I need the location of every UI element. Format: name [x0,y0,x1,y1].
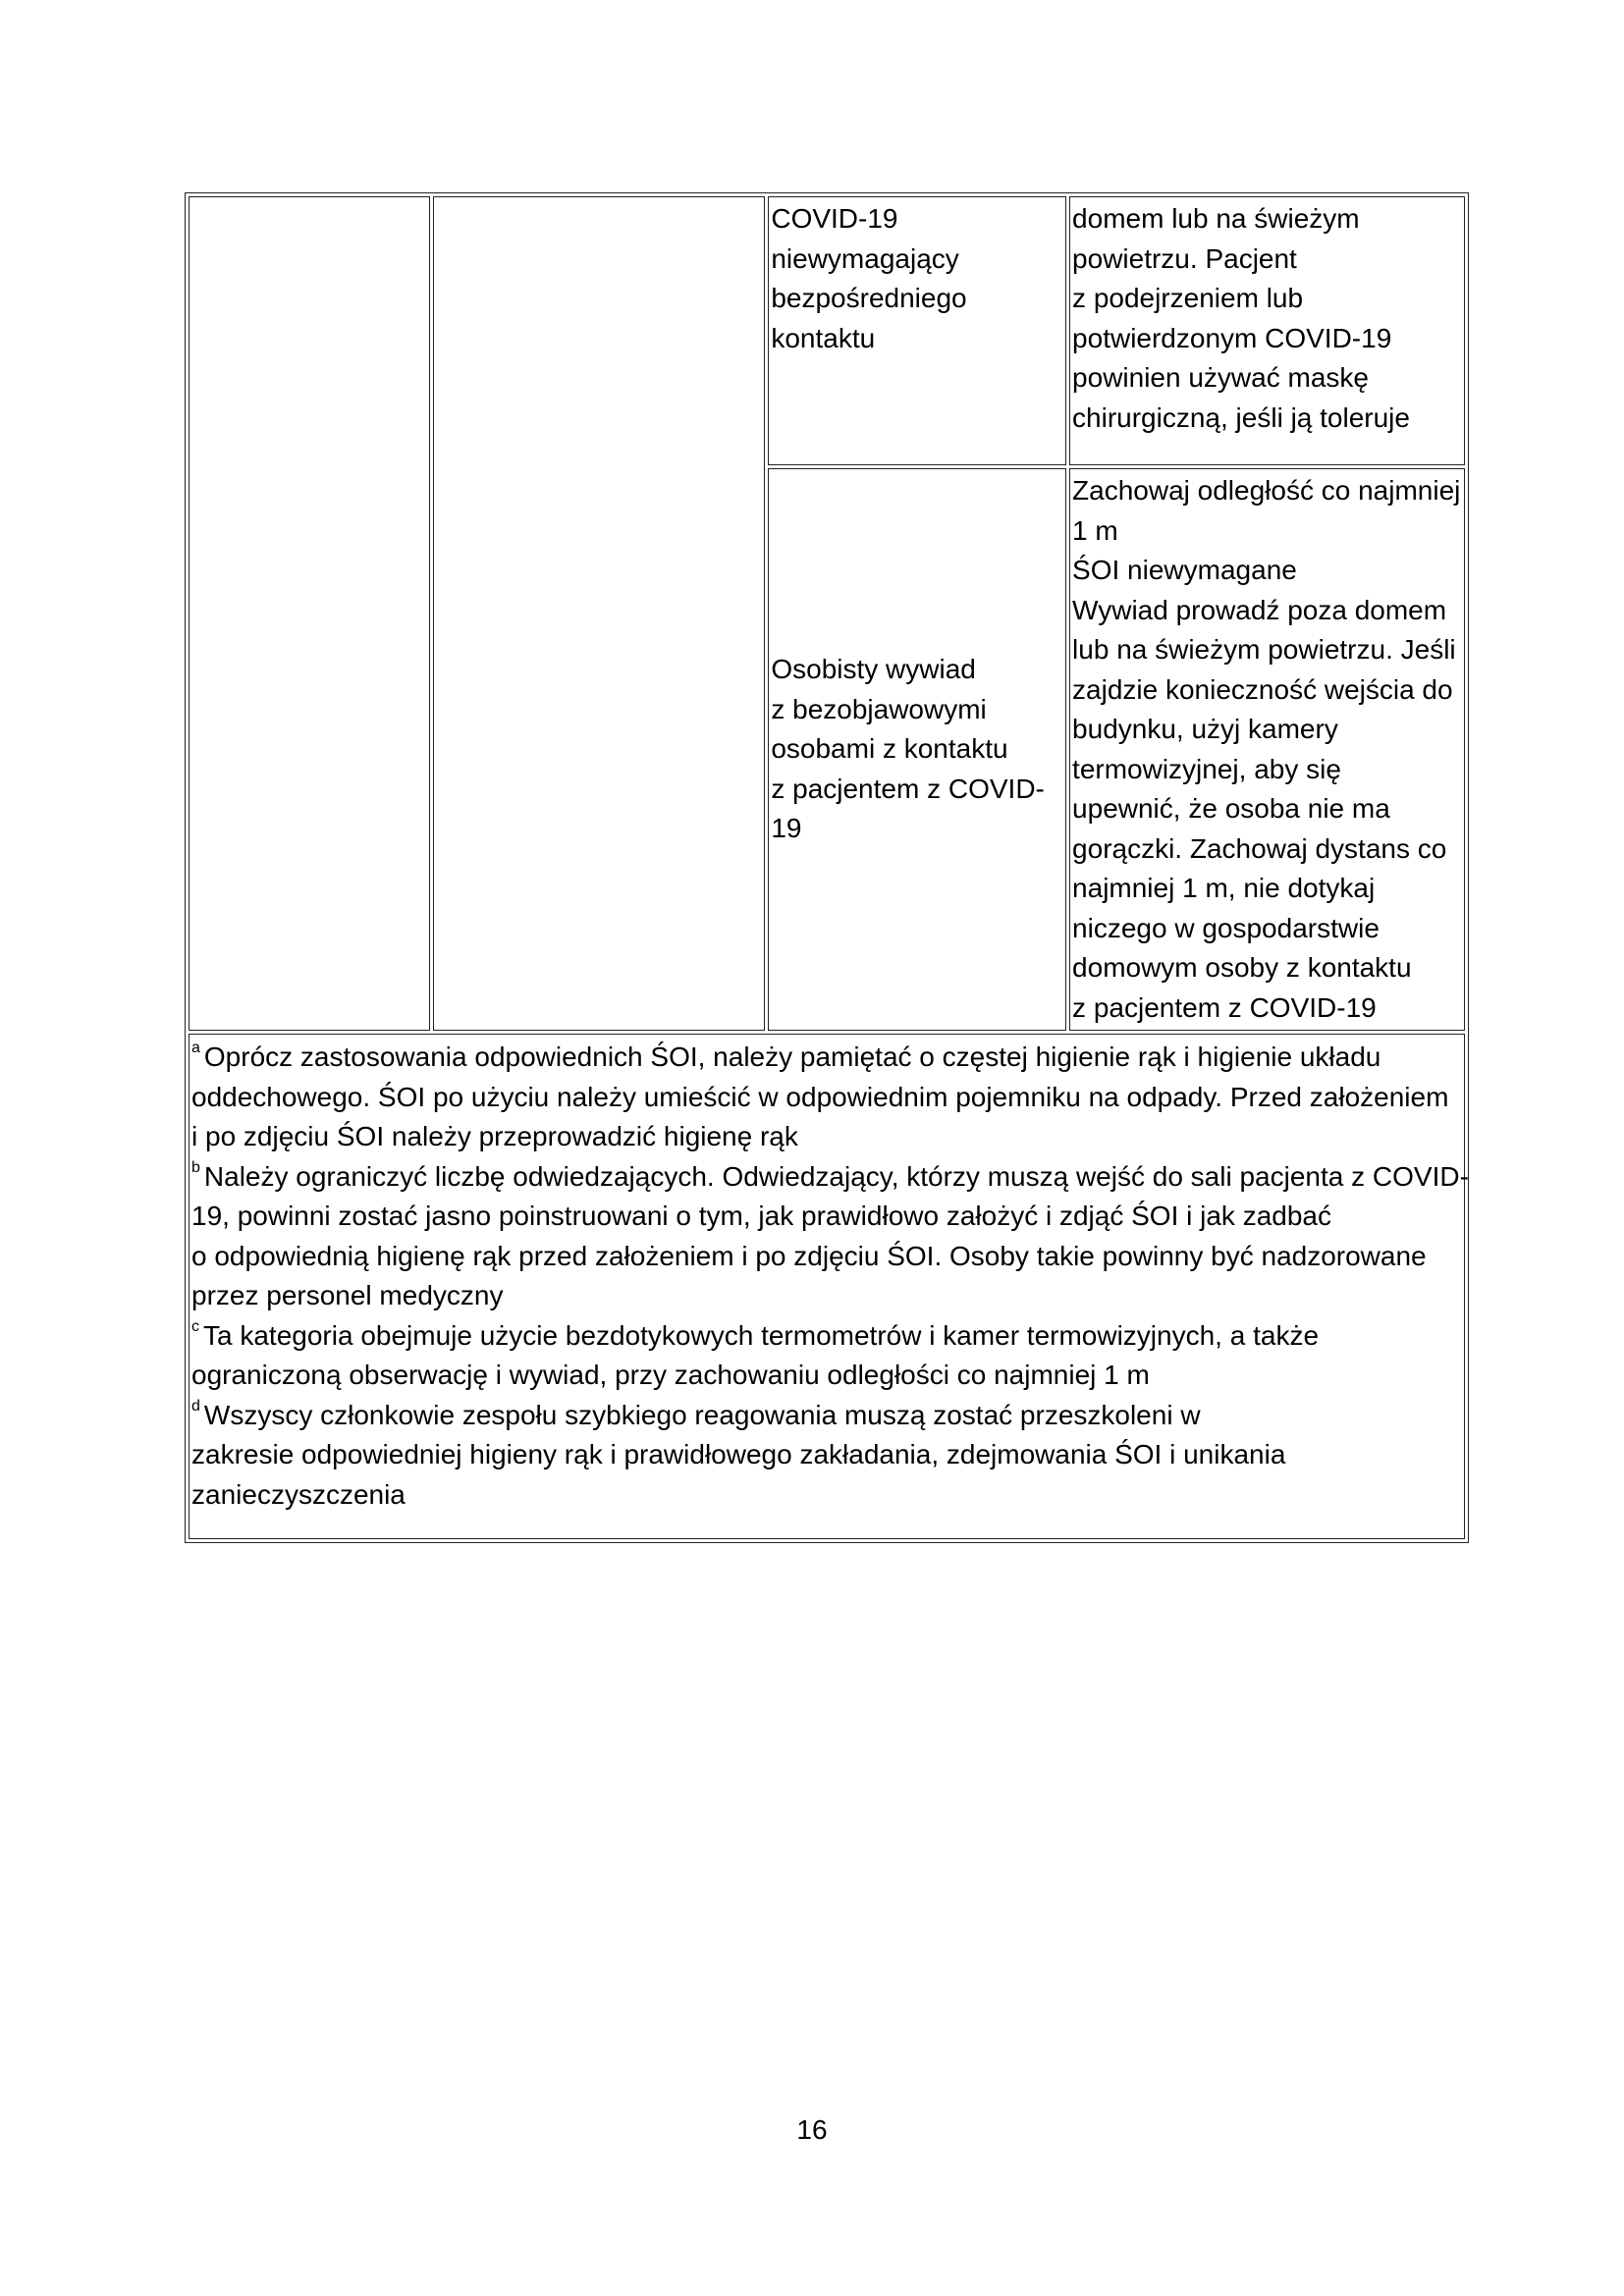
recommendation-cell [1069,468,1465,1031]
footnote-line: 19, powinni zostać jasno poinstruowani o tym, jak prawidłowo założyć i zdjąć ŚOI i jak zadbać [191,1201,1332,1231]
recommendation-line: upewnić, że osoba nie ma [1072,793,1390,824]
footnote-line: i po zdjęciu ŚOI należy przeprowadzić higienę rąk [191,1121,798,1151]
recommendation-cell [1069,196,1465,465]
footnote-line: zanieczyszczenia [191,1478,406,1510]
target-personnel-cell [433,196,766,1031]
recommendation-line: powinien używać maskę [1072,362,1369,393]
footnote-line: zakresie odpowiedniej higieny rąk i prawidłowego zakładania, zdejmowania ŚOI i unikania [191,1439,1286,1469]
footnotes-row [189,1034,1465,1539]
recommendation-line: z podejrzeniem lub [1072,283,1304,313]
recommendation-line: z pacjentem z COVID-19 [1072,991,1377,1023]
activity-line: z pacjentem z COVID- [771,773,1045,804]
recommendation-line: Wywiad prowadź poza domem [1072,594,1447,625]
table-row [189,196,1465,465]
recommendation-line: lub na świeżym powietrzu. Jeśli [1072,634,1456,665]
recommendation-line: najmniej 1 m, nie dotykaj [1072,873,1376,903]
footnote-b [191,1157,1469,1316]
recommendation-line: 1 m [1072,514,1118,546]
activity-line: niewymagający [771,242,959,274]
footnote-line: przez personel medyczny [191,1280,504,1310]
activity-line: kontaktu [771,322,876,353]
activity-line: COVID-19 [771,203,898,234]
recommendation-line: zajdzie konieczność wejścia do [1072,673,1453,705]
activity-line: z bezobjawowymi [771,693,987,724]
footnote-line: Wszyscy członkowie zespołu szybkiego reagowania muszą zostać przeszkoleni w [203,1399,1201,1430]
activity-cell [768,468,1066,1031]
footnotes-cell [189,1034,1469,1539]
recommendation-line: domem lub na świeżym [1072,203,1360,234]
footnote-line: Ta kategoria obejmuje użycie bezdotykowych termometrów i kamer termowizyjnych, a także [203,1319,1320,1351]
recommendation-line: chirurgiczną, jeśli ją toleruje [1072,401,1410,433]
footnote-d [191,1396,1462,1516]
footnote-line: Oprócz zastosowania odpowiednich ŚOI, należy pamiętać o częstej higienie rąk i higienie układu [203,1041,1381,1072]
footnote-marker: d [191,1397,200,1415]
footnote-c [191,1316,1462,1396]
activity-line: 19 [771,813,802,844]
recommendation-line: potwierdzonym COVID-19 [1072,322,1392,353]
recommendation-line: powietrzu. Pacjent [1072,242,1297,274]
activity-line: Osobisty wywiad [771,654,976,685]
setting-cell [189,196,430,1031]
recommendation-line: domowym osoby z kontaktu [1072,952,1412,983]
footnote-line: ograniczoną obserwację i wywiad, przy zachowaniu odległości co najmniej 1 m [191,1360,1150,1390]
footnote-a [191,1038,1462,1157]
footnote-line: oddechowego. ŚOI po użyciu należy umieścić w odpowiednim pojemniku na odpady. Przed założeniem [191,1081,1449,1112]
footnote-marker: b [191,1158,200,1176]
footnote-marker: a [191,1040,200,1056]
footnote-marker: c [191,1317,199,1335]
activity-cell [768,196,1066,465]
activity-line: bezpośredniego [771,283,967,313]
ppe-recommendation-table [185,192,1469,1543]
recommendation-line: gorączki. Zachowaj dystans co [1072,832,1447,864]
recommendation-line: budynku, użyj kamery [1072,714,1338,744]
recommendation-line: niczego w gospodarstwie [1072,912,1380,943]
activity-line: osobami z kontaktu [771,733,1008,765]
footnote-line: o odpowiednią higienę rąk przed założeniem i po zdjęciu ŚOI. Osoby takie powinny być nadzorowane [191,1240,1427,1271]
recommendation-line: Zachowaj odległość co najmniej [1072,475,1461,506]
recommendation-line: ŚOI niewymagane [1072,555,1297,585]
page-number: 16 [796,2114,828,2145]
footnote-line: Należy ograniczyć liczbę odwiedzających. Odwiedzający, którzy muszą wejść do sali pacjenta z COVID- [203,1160,1469,1192]
recommendation-line: termowizyjnej, aby się [1072,753,1341,784]
